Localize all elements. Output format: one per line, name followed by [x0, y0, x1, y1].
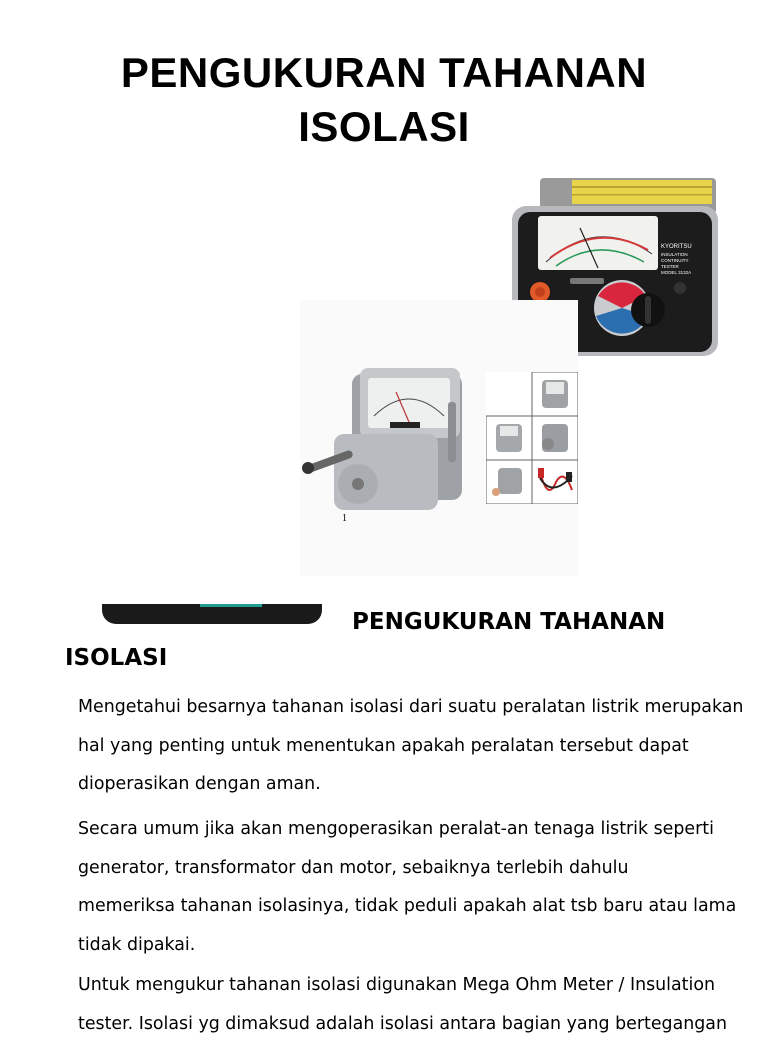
- figure-number: 1: [342, 513, 347, 524]
- page-title-line-1: PENGUKURAN TAHANAN: [0, 46, 768, 100]
- paragraph-3: [78, 966, 748, 1043]
- paragraph-line: generator, transformator dan motor, sebaiknya terlebih dahulu: [78, 849, 748, 888]
- page-title-line-2: ISOLASI: [0, 100, 768, 154]
- tester-photo-grid-image: [486, 372, 578, 504]
- paragraph-line: dioperasikan dengan aman.: [78, 765, 748, 804]
- paragraph-1: [78, 688, 748, 804]
- section-heading-line-1: PENGUKURAN TAHANAN: [352, 609, 665, 635]
- paragraph-line: Untuk mengukur tahanan isolasi digunakan Mega Ohm Meter / Insulation: [78, 966, 748, 1005]
- paragraph-line: tidak dipakai.: [78, 926, 748, 965]
- paragraph-line: Mengetahui besarnya tahanan isolasi dari suatu peralatan listrik merupakan: [78, 688, 748, 727]
- svg-text:TESTER: TESTER: [661, 264, 680, 269]
- kyoritsu-brand-label: [661, 244, 692, 275]
- svg-text:MODEL 3132A: MODEL 3132A: [661, 270, 691, 275]
- section-heading-line-2: ISOLASI: [65, 645, 167, 671]
- paragraph-line: hal yang penting untuk menentukan apakah peralatan tersebut dapat: [78, 727, 748, 766]
- page-title: [0, 46, 768, 154]
- paragraph-line: Secara umum jika akan mengoperasikan peralat-an tenaga listrik seperti: [78, 810, 748, 849]
- analog-megger-image: [300, 362, 470, 518]
- svg-text:CONTINUITY: CONTINUITY: [661, 258, 689, 263]
- svg-text:KYORITSU: KYORITSU: [661, 244, 692, 250]
- paragraph-line: memeriksa tahanan isolasinya, tidak peduli apakah alat tsb baru atau lama: [78, 887, 748, 926]
- paragraph-2: [78, 810, 748, 964]
- device-edge-image: [102, 604, 322, 624]
- svg-text:INSULATION: INSULATION: [661, 252, 688, 257]
- paragraph-line: tester. Isolasi yg dimaksud adalah isolasi antara bagian yang bertegangan: [78, 1005, 748, 1043]
